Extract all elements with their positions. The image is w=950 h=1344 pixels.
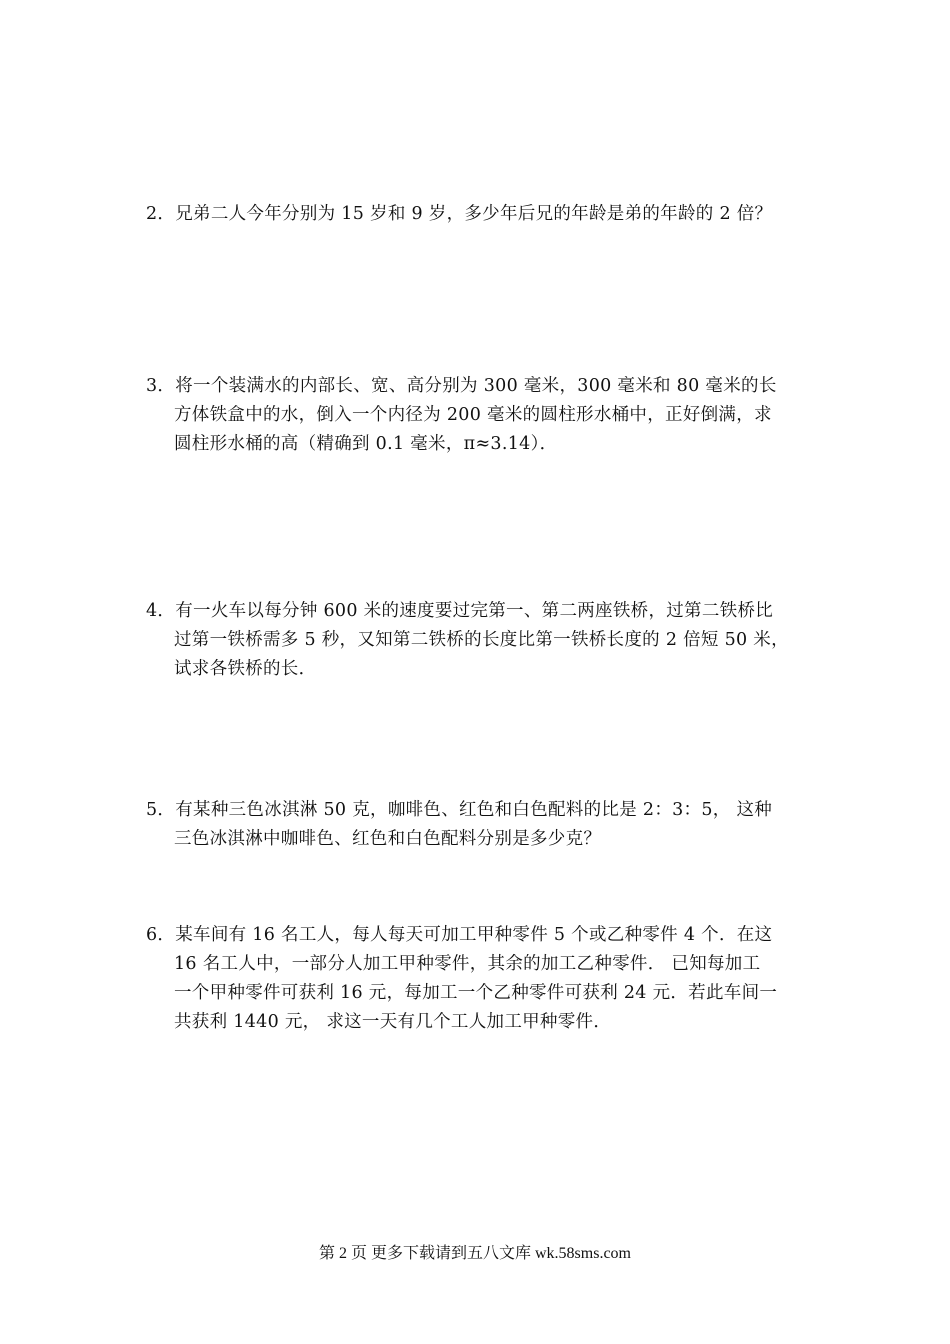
problem-4-line-3: 试求各铁桥的长． [174,659,317,679]
problem-6-line-4: 共获利 1440 元， 求这一天有几个工人加工甲种零件． [174,1012,612,1032]
problem-5-line-1: 5．有某种三色冰淇淋 50 克，咖啡色、红色和白色配料的比是 2：3：5， 这种 [146,800,773,820]
page-footer: 第 2 页 更多下载请到五八文库 wk.58sms.com [318,1245,631,1262]
problem-6-line-2: 16 名工人中，一部分人加工甲种零件，其余的加工乙种零件． 已知每加工 [174,954,761,974]
problem-3-line-1: 3．将一个装满水的内部长、宽、高分别为 300 毫米，300 毫米和 80 毫米的长 [146,376,777,396]
problem-3-line-3: 圆柱形水桶的高（精确到 0.1 毫米，π≈3.14）． [174,434,558,454]
problem-6-line-3: 一个甲种零件可获利 16 元，每加工一个乙种零件可获利 24 元．若此车间一 [174,983,778,1003]
problem-4-line-2: 过第一铁桥需多 5 秒，又知第二铁桥的长度比第一铁桥长度的 2 倍短 50 米， [174,630,789,650]
problem-2-line-1: 2．兄弟二人今年分别为 15 岁和 9 岁，多少年后兄的年龄是弟的年龄的 2 倍？ [146,204,773,224]
problem-6-line-1: 6．某车间有 16 名工人，每人每天可加工甲种零件 5 个或乙种零件 4 个．在这 [146,925,773,945]
problem-5-line-2: 三色冰淇淋中咖啡色、红色和白色配料分别是多少克？ [174,829,602,849]
problem-4-line-1: 4．有一火车以每分钟 600 米的速度要过完第一、第二两座铁桥，过第二铁桥比 [146,601,774,621]
problem-3-line-2: 方体铁盒中的水，倒入一个内径为 200 毫米的圆柱形水桶中，正好倒满，求 [174,405,772,425]
